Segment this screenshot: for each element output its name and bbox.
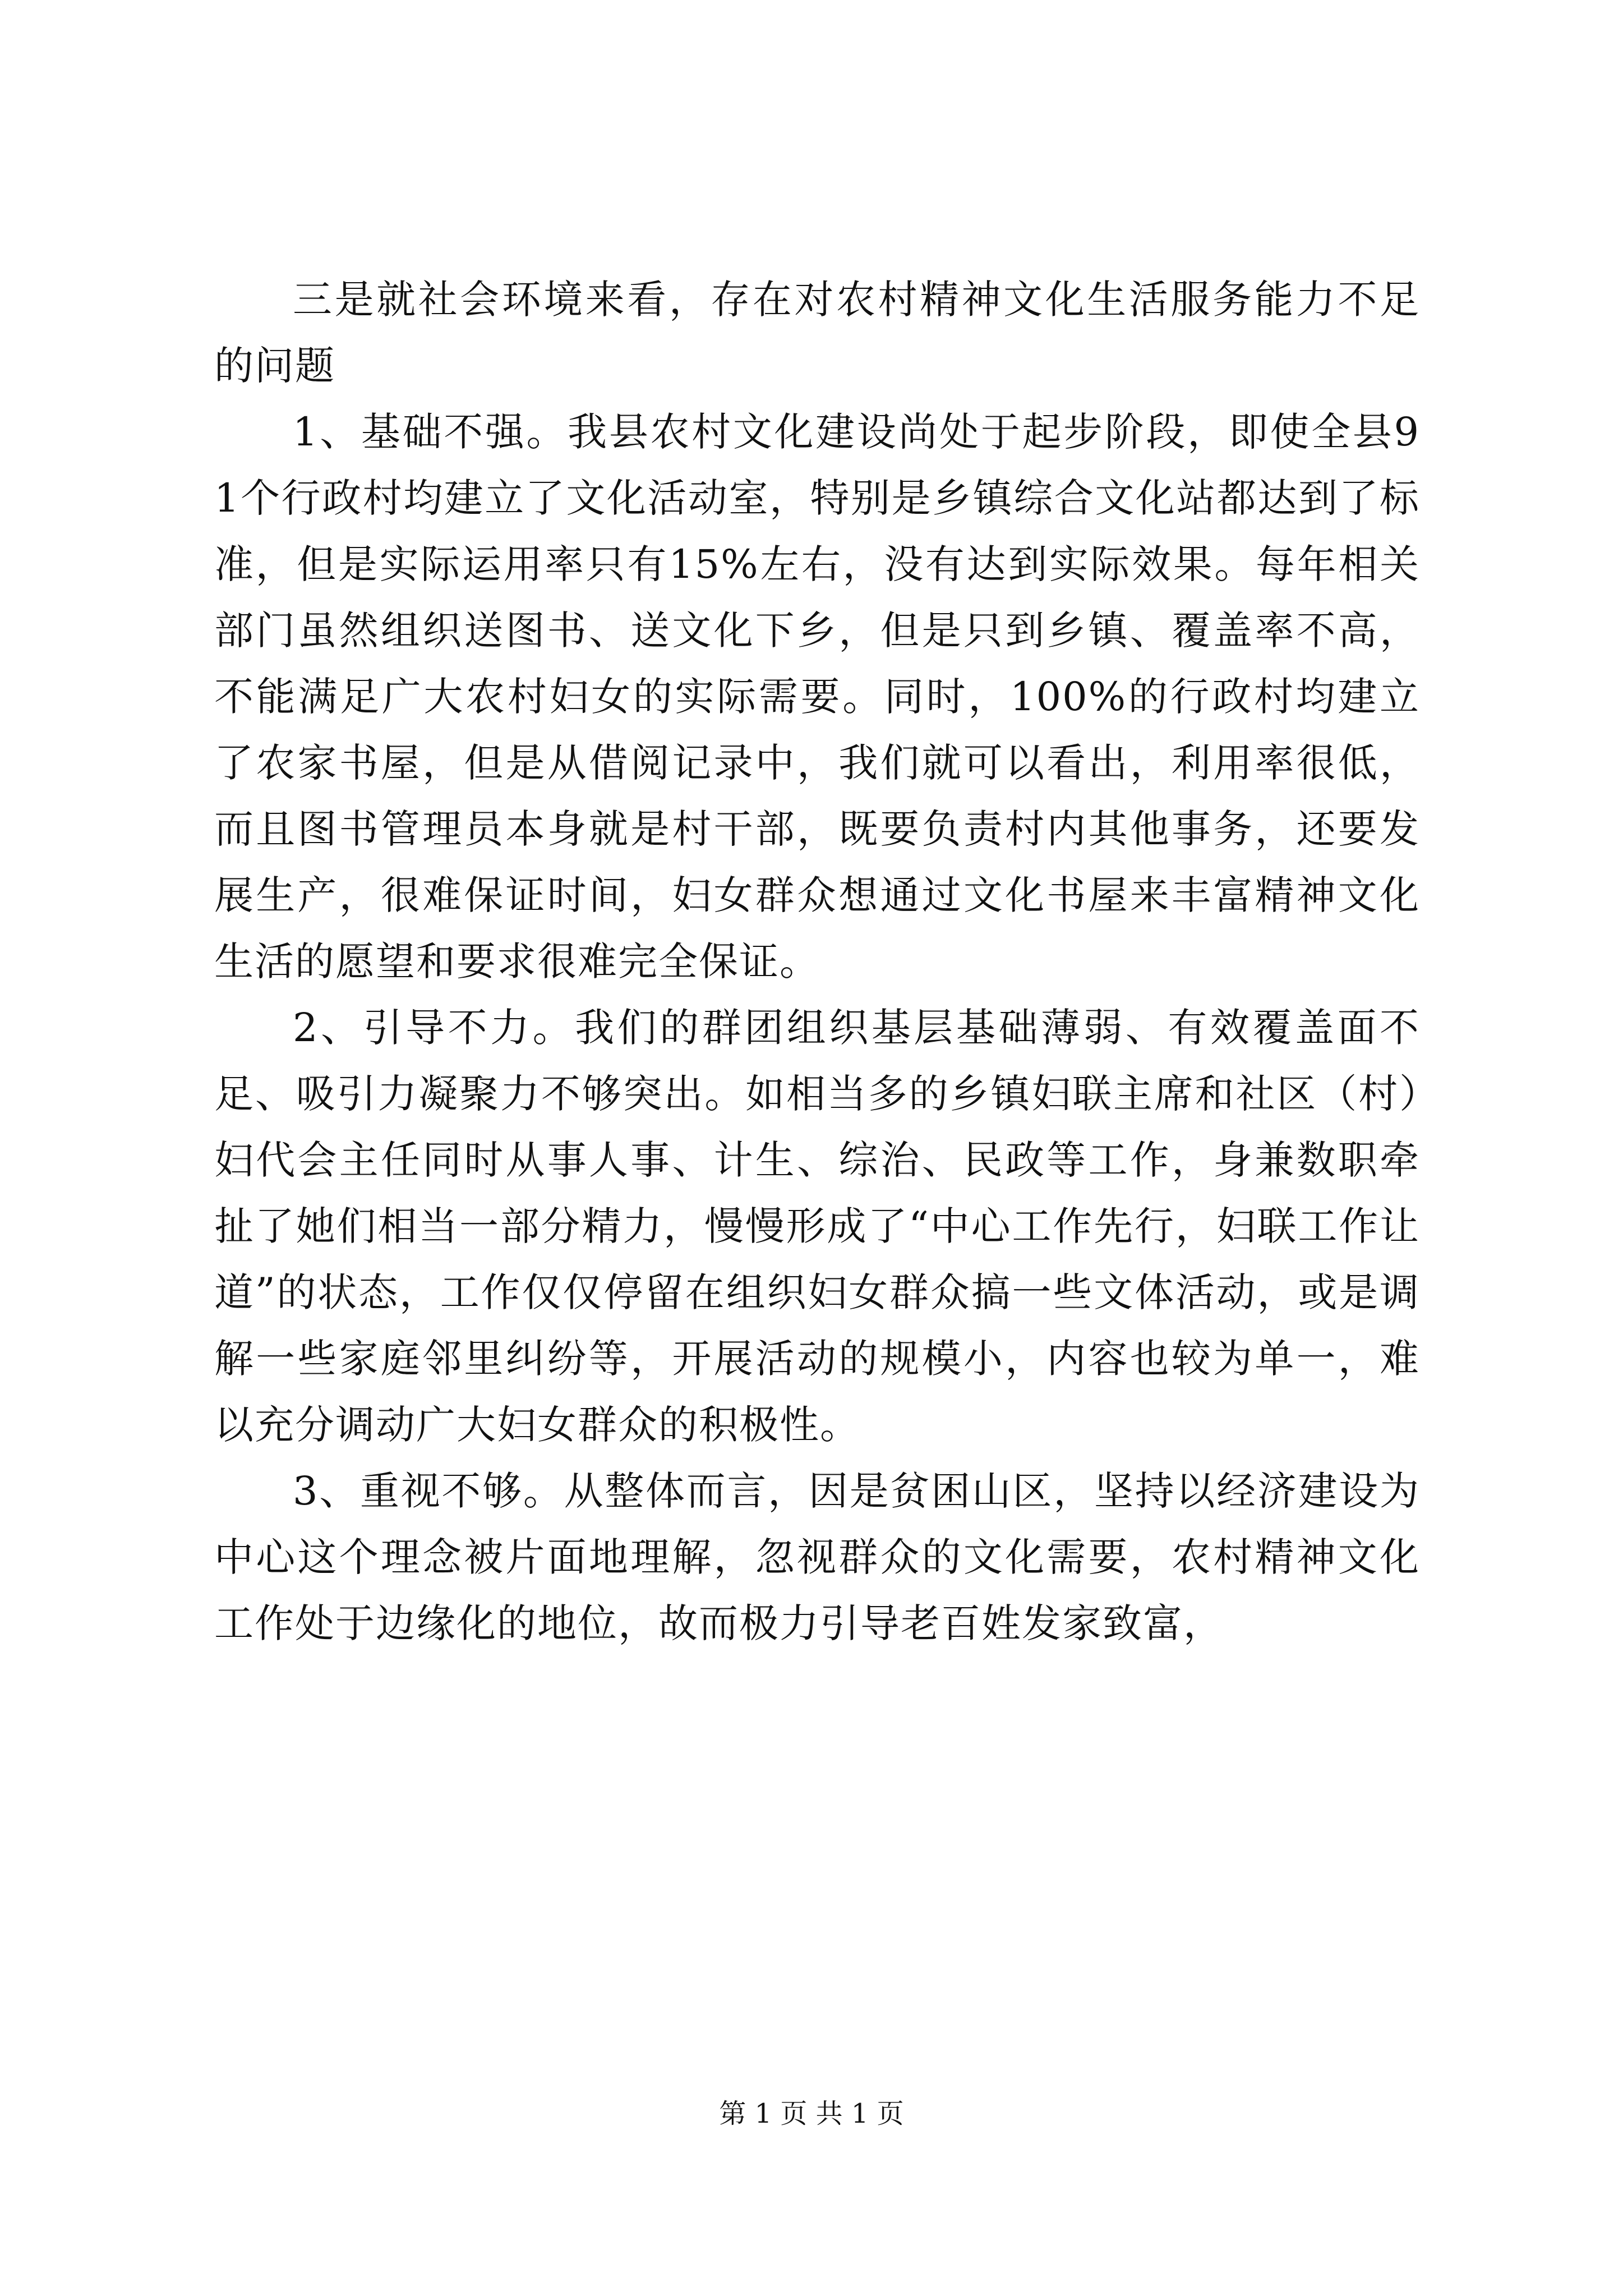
page-number-footer: 第 1 页 共 1 页 (719, 2098, 904, 2129)
paragraph-weak-guidance: 2、引导不力。我们的群团组织基层基础薄弱、有效覆盖面不足、吸引力凝聚力不够突出。如相当多的乡镇妇联主席和社区（村）妇代会主任同时从事人事、计生、综治、民政等工作，身兼数职牵扯了她们相当一部分精力，慢慢形成了“中心工作先行，妇联工作让道”的状态，工作仅仅停留在组织妇女群众搞一些文体活动，或是调解一些家庭邻里纠纷等，开展活动的规模小，内容也较为单一，难以充分调动广大妇女群众的积极性。 (214, 1005, 1420, 1448)
paragraph-insufficient-attention: 3、重视不够。从整体而言，因是贫困山区，坚持以经济建设为中心这个理念被片面地理解，忽视群众的文化需要，农村精神文化工作处于边缘化的地位，故而极力引导老百姓发家致富， (214, 1468, 1420, 1646)
paragraph-social-environment: 三是就社会环境来看，存在对农村精神文化生活服务能力不足的问题 (214, 277, 1420, 389)
paragraph-weak-foundation: 1、基础不强。我县农村文化建设尚处于起步阶段，即使全县91个行政村均建立了文化活动室，特别是乡镇综合文化站都达到了标准，但是实际运用率只有15%左右，没有达到实际效果。每年相关部门虽然组织送图书、送文化下乡，但是只到乡镇、覆盖率不高，不能满足广大农村妇女的实际需要。同时，100%的行政村均建立了农家书屋，但是从借阅记录中，我们就可以看出，利用率很低，而且图书管理员本身就是村干部，既要负责村内其他事务，还要发展生产，很难保证时间，妇女群众想通过文化书屋来丰富精神文化生活的愿望和要求很难完全保证。 (214, 409, 1420, 984)
document-body (214, 266, 1420, 1657)
